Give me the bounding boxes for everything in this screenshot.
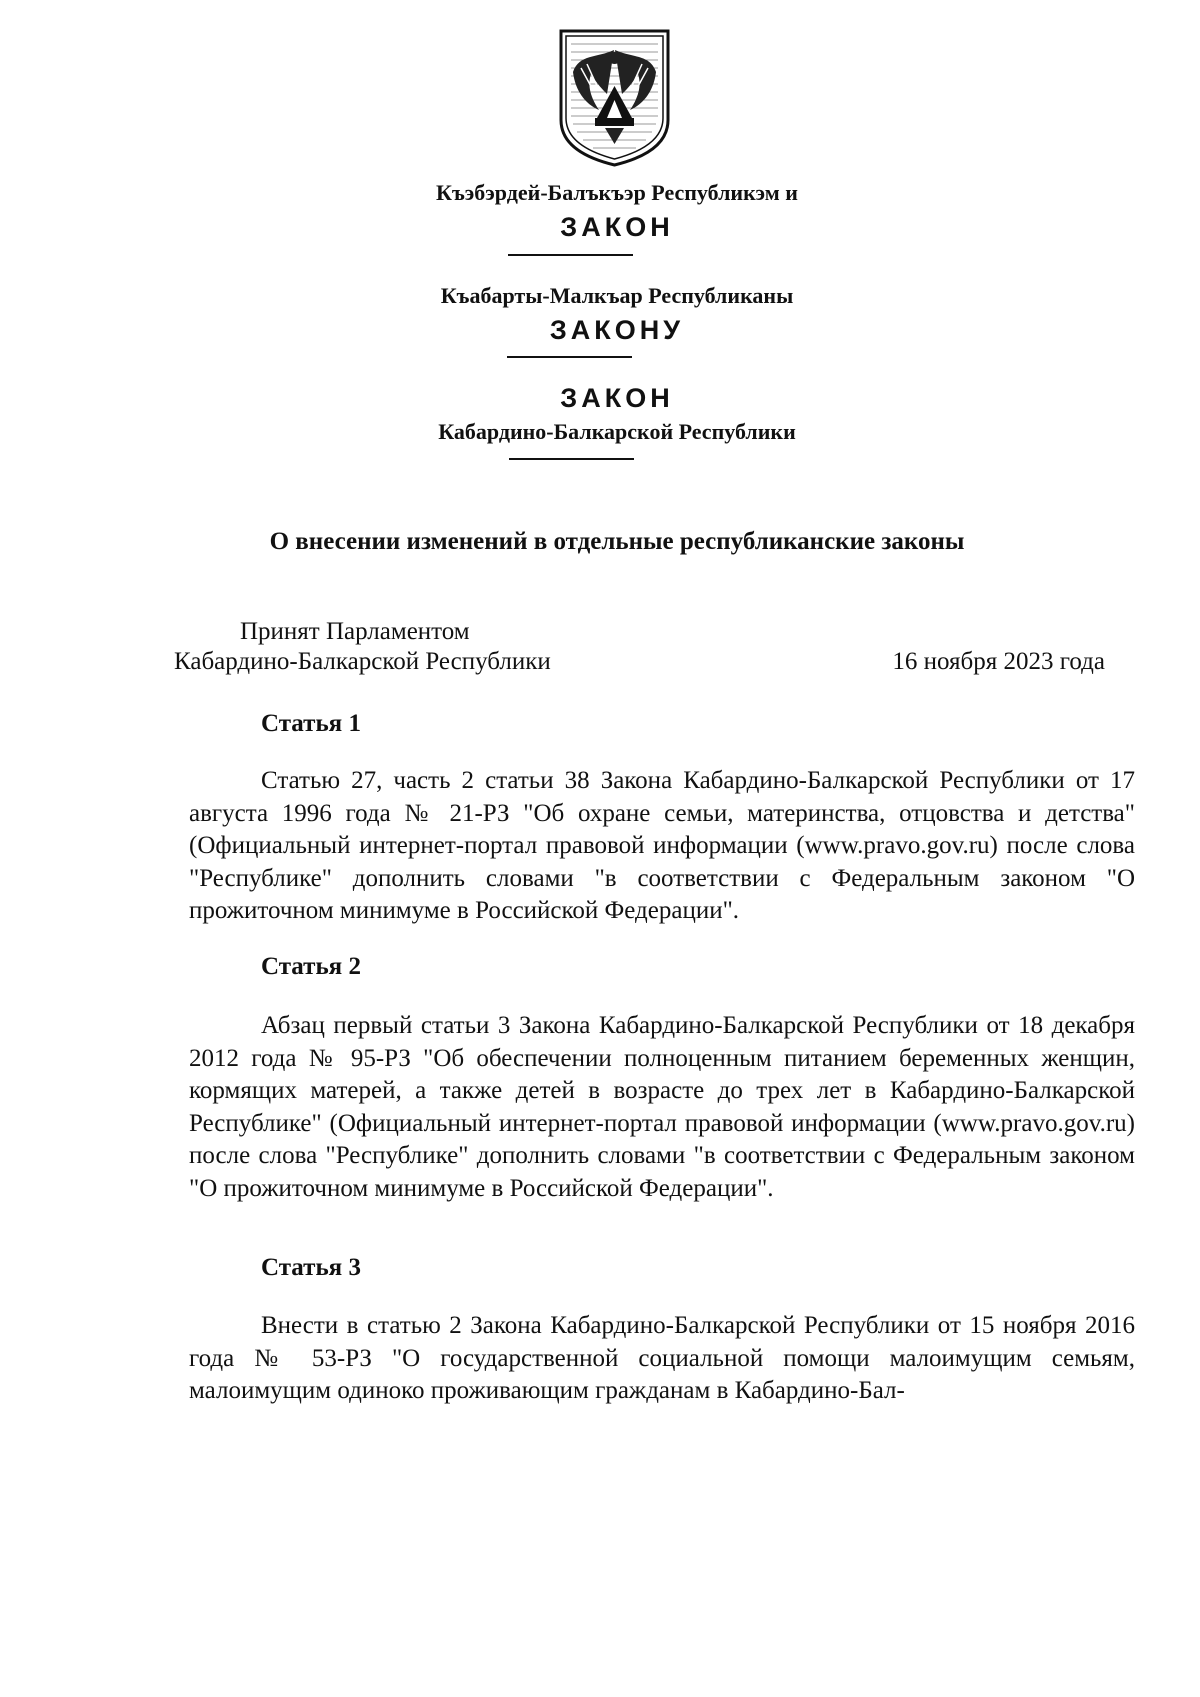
- divider-line: [507, 356, 632, 358]
- law-word-russian: ЗАКОН: [560, 383, 674, 413]
- republic-name-russian: Кабардино-Балкарской Республики: [438, 419, 796, 444]
- document-title: О внесении изменений в отдельные республиканские законы: [269, 528, 965, 555]
- law-word-kabardian: ЗАКОН: [560, 212, 674, 242]
- article-heading: Статья 2: [261, 953, 361, 980]
- divider-line: [509, 458, 634, 460]
- republic-name-balkar: Къабарты-Малкъар Республиканы: [440, 283, 794, 308]
- adopted-by-body: Кабардино-Балкарской Республики: [174, 648, 551, 675]
- article-text: Внести в статью 2 Закона Кабардино-Балкарской Республики от 15 ноября 2016 года № 53-РЗ "О государственной социальной помощи малоимущим семьям, малоимущим одиноко проживающим гражданам в Кабардино-Бал-: [189, 1312, 1135, 1404]
- article-heading: Статья 1: [261, 710, 361, 737]
- adoption-date: 16 ноября 2023 года: [892, 648, 1105, 675]
- article-text: Абзац первый статьи 3 Закона Кабардино-Балкарской Республики от 18 декабря 2012 года № 95-РЗ "Об обеспечении полноценным питанием беременных женщин, кормящих матерей, а также детей в возрасте до трех лет в Кабардино-Балкарской Республике" (Официальный интернет-портал правовой информации (www.pravo.gov.ru) после слова "Республике" дополнить словами "в соответствии с Федеральным законом "О прожиточном минимуме в Российской Федерации".: [189, 1012, 1135, 1202]
- article-text: Статью 27, часть 2 статьи 38 Закона Кабардино-Балкарской Республики от 17 августа 1996 года № 21-РЗ "Об охране семьи, материнства, отцовства и детства" (Официальный интернет-портал правовой информации (www.pravo.gov.ru) после слова "Республике" дополнить словами "в соответствии с Федеральным законом "О прожиточном минимуме в Российской Федерации".: [189, 767, 1135, 924]
- article-heading: Статья 3: [261, 1254, 361, 1281]
- coat-of-arms-emblem: [557, 28, 672, 168]
- divider-line: [508, 254, 633, 256]
- law-word-balkar: ЗАКОНУ: [549, 315, 685, 345]
- adopted-by-label: Принят Парламентом: [240, 618, 470, 645]
- republic-name-kabardian: Къэбэрдей-Балъкъэр Республикэм и: [436, 180, 798, 205]
